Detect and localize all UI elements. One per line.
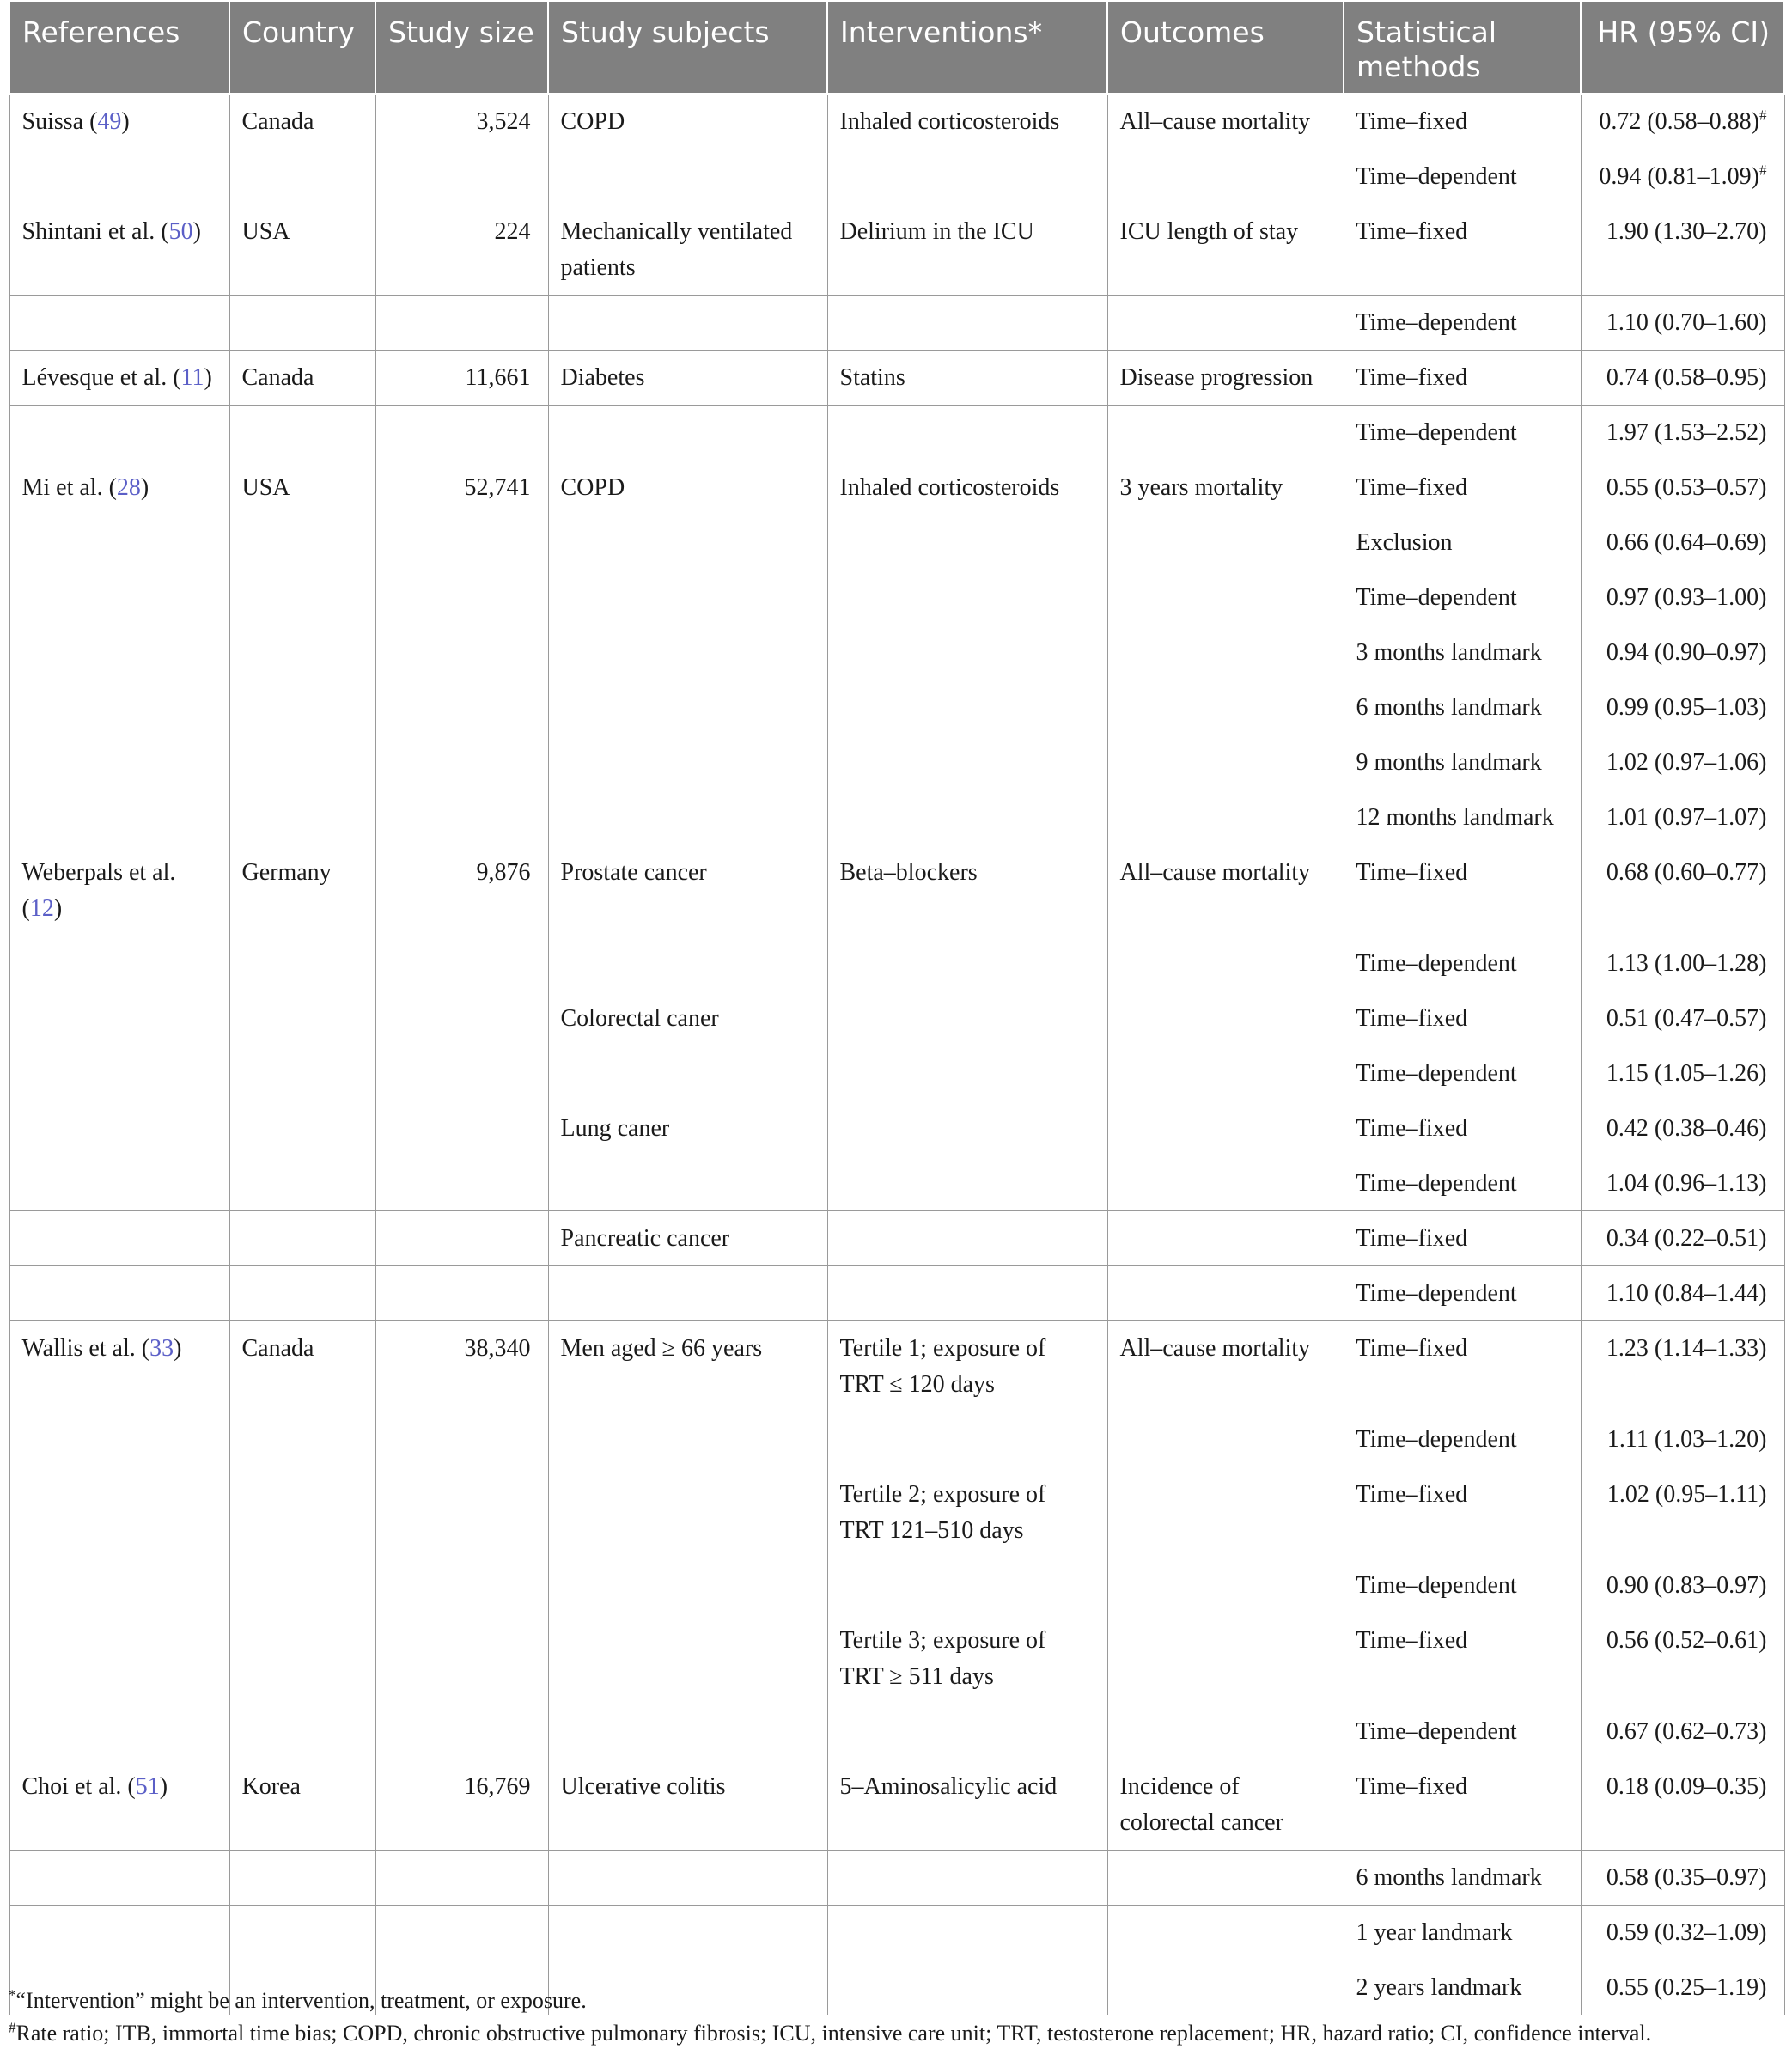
cell-reference (9, 1211, 229, 1266)
table-row (9, 296, 1784, 351)
cell-hr: 0.59 (0.32–1.09) (1581, 1906, 1784, 1960)
cell-reference: Weberpals et al. (12) (9, 845, 229, 936)
cell-study-size (375, 1613, 548, 1704)
cell-outcome: All–cause mortality (1107, 94, 1344, 149)
table-body (9, 94, 1784, 2015)
header-interventions: Interventions* (827, 1, 1107, 94)
cell-country (229, 1101, 375, 1156)
header-statistical-methods: Statistical methods (1344, 1, 1581, 94)
header-row (9, 1, 1784, 94)
cell-study-size (375, 1704, 548, 1759)
cell-reference (9, 991, 229, 1046)
cell-reference: Shintani et al. (50) (9, 204, 229, 296)
cell-reference (9, 936, 229, 991)
cell-statistical-method: 2 years landmark (1344, 1960, 1581, 2015)
cell-hr: 1.23 (1.14–1.33) (1581, 1321, 1784, 1412)
cell-country (229, 1906, 375, 1960)
cell-hr: 0.58 (0.35–0.97) (1581, 1851, 1784, 1906)
cell-reference (9, 1156, 229, 1211)
cell-country (229, 1704, 375, 1759)
cell-study-size (375, 735, 548, 790)
cell-hr: 0.56 (0.52–0.61) (1581, 1613, 1784, 1704)
cell-statistical-method: Time–fixed (1344, 1211, 1581, 1266)
cell-study-size: 38,340 (375, 1321, 548, 1412)
table-row (9, 1759, 1784, 1851)
cell-study-subjects: Diabetes (548, 351, 827, 406)
cell-country (229, 1046, 375, 1101)
cell-hr: 0.55 (0.25–1.19) (1581, 1960, 1784, 2015)
cell-country (229, 515, 375, 570)
cell-outcome (1107, 790, 1344, 845)
cell-intervention: Tertile 3; exposure of TRT ≥ 511 days (827, 1613, 1107, 1704)
cell-study-subjects (548, 680, 827, 735)
cell-intervention: Inhaled corticosteroids (827, 460, 1107, 515)
cell-outcome: Incidence of colorectal cancer (1107, 1759, 1344, 1851)
cell-hr: 0.34 (0.22–0.51) (1581, 1211, 1784, 1266)
cell-country (229, 406, 375, 460)
cell-intervention (827, 625, 1107, 680)
cell-statistical-method: Time–fixed (1344, 460, 1581, 515)
cell-intervention (827, 296, 1107, 351)
cell-reference (9, 735, 229, 790)
cell-intervention (827, 735, 1107, 790)
cell-reference (9, 1851, 229, 1906)
cell-reference: Mi et al. (28) (9, 460, 229, 515)
cell-statistical-method: Time–dependent (1344, 1412, 1581, 1467)
cell-reference (9, 1101, 229, 1156)
cell-study-subjects (548, 1704, 827, 1759)
cell-study-subjects: Mechanically ventilated patients (548, 204, 827, 296)
cell-statistical-method: Time–fixed (1344, 351, 1581, 406)
cell-intervention (827, 1851, 1107, 1906)
cell-study-subjects (548, 1046, 827, 1101)
cell-reference: Choi et al. (51) (9, 1759, 229, 1851)
table-row (9, 936, 1784, 991)
cell-outcome (1107, 406, 1344, 460)
cell-reference (9, 680, 229, 735)
cell-statistical-method: 3 months landmark (1344, 625, 1581, 680)
cell-reference: Lévesque et al. (11) (9, 351, 229, 406)
citation-link[interactable]: 12 (29, 895, 54, 922)
cell-statistical-method: Time–fixed (1344, 94, 1581, 149)
cell-study-size: 52,741 (375, 460, 548, 515)
cell-hr: 0.94 (0.81–1.09)# (1581, 149, 1784, 204)
cell-study-size (375, 296, 548, 351)
cell-statistical-method: 12 months landmark (1344, 790, 1581, 845)
cell-study-size (375, 1412, 548, 1467)
table-row (9, 1467, 1784, 1558)
cell-statistical-method: Time–fixed (1344, 1467, 1581, 1558)
cell-outcome (1107, 1101, 1344, 1156)
footnote-marker: # (1759, 107, 1767, 124)
cell-study-size (375, 1558, 548, 1613)
citation-link[interactable]: 28 (116, 474, 141, 501)
cell-reference (9, 1046, 229, 1101)
cell-statistical-method: Time–dependent (1344, 1558, 1581, 1613)
cell-study-size (375, 1906, 548, 1960)
cell-study-subjects (548, 1467, 827, 1558)
cell-country (229, 1851, 375, 1906)
cell-intervention (827, 1266, 1107, 1321)
cell-intervention: Beta–blockers (827, 845, 1107, 936)
cell-hr: 1.90 (1.30–2.70) (1581, 204, 1784, 296)
table-row (9, 94, 1784, 149)
cell-reference (9, 515, 229, 570)
cell-country: Germany (229, 845, 375, 936)
cell-country (229, 1211, 375, 1266)
cell-hr: 1.02 (0.97–1.06) (1581, 735, 1784, 790)
table-row (9, 1156, 1784, 1211)
cell-statistical-method: 6 months landmark (1344, 680, 1581, 735)
cell-study-subjects: Lung caner (548, 1101, 827, 1156)
cell-intervention (827, 149, 1107, 204)
footnotes (9, 1985, 1783, 2050)
cell-outcome (1107, 1467, 1344, 1558)
footnote-marker: # (1759, 162, 1767, 179)
cell-outcome (1107, 1558, 1344, 1613)
cell-reference (9, 1467, 229, 1558)
table-row (9, 1266, 1784, 1321)
cell-country (229, 1412, 375, 1467)
table-row (9, 680, 1784, 735)
cell-intervention (827, 1412, 1107, 1467)
cell-study-size (375, 1046, 548, 1101)
cell-study-subjects (548, 1558, 827, 1613)
cell-study-subjects: Colorectal caner (548, 991, 827, 1046)
cell-country (229, 1266, 375, 1321)
cell-study-size: 3,524 (375, 94, 548, 149)
cell-study-subjects (548, 406, 827, 460)
cell-hr: 0.94 (0.90–0.97) (1581, 625, 1784, 680)
cell-country: Canada (229, 94, 375, 149)
cell-hr: 1.02 (0.95–1.11) (1581, 1467, 1784, 1558)
cell-outcome (1107, 1046, 1344, 1101)
cell-statistical-method: 6 months landmark (1344, 1851, 1581, 1906)
cell-study-subjects: Pancreatic cancer (548, 1211, 827, 1266)
cell-hr: 1.10 (0.70–1.60) (1581, 296, 1784, 351)
cell-hr: 1.10 (0.84–1.44) (1581, 1266, 1784, 1321)
cell-study-size (375, 1156, 548, 1211)
cell-study-size (375, 515, 548, 570)
header-study-subjects: Study subjects (548, 1, 827, 94)
cell-study-subjects (548, 1613, 827, 1704)
cell-intervention: Tertile 2; exposure of TRT 121–510 days (827, 1467, 1107, 1558)
cell-intervention: 5–Aminosalicylic acid (827, 1759, 1107, 1851)
cell-hr: 0.99 (0.95–1.03) (1581, 680, 1784, 735)
cell-intervention (827, 1558, 1107, 1613)
cell-hr: 0.18 (0.09–0.35) (1581, 1759, 1784, 1851)
cell-country: Canada (229, 1321, 375, 1412)
cell-hr: 1.13 (1.00–1.28) (1581, 936, 1784, 991)
cell-reference (9, 625, 229, 680)
cell-statistical-method: Time–fixed (1344, 204, 1581, 296)
cell-outcome (1107, 1156, 1344, 1211)
cell-study-subjects (548, 1851, 827, 1906)
cell-outcome (1107, 1906, 1344, 1960)
cell-country (229, 790, 375, 845)
cell-study-subjects (548, 936, 827, 991)
cell-country (229, 625, 375, 680)
footnote-abbreviations: #Rate ratio; ITB, immortal time bias; COPD, chronic obstructive pulmonary fibrosis; ICU, intensive care unit; TRT, testosterone replacement; HR, hazard ratio; CI, confidence interval. (9, 2019, 1652, 2046)
cell-reference (9, 1266, 229, 1321)
header-country: Country (229, 1, 375, 94)
cell-outcome: ICU length of stay (1107, 204, 1344, 296)
cell-study-subjects (548, 149, 827, 204)
table-row (9, 1851, 1784, 1906)
cell-statistical-method: Time–dependent (1344, 1046, 1581, 1101)
cell-study-size (375, 790, 548, 845)
cell-intervention (827, 515, 1107, 570)
cell-outcome: 3 years mortality (1107, 460, 1344, 515)
table-row (9, 515, 1784, 570)
cell-intervention (827, 1211, 1107, 1266)
cell-statistical-method: 1 year landmark (1344, 1906, 1581, 1960)
cell-statistical-method: Time–fixed (1344, 1321, 1581, 1412)
cell-intervention (827, 680, 1107, 735)
cell-study-subjects (548, 1266, 827, 1321)
cell-intervention (827, 406, 1107, 460)
data-table (9, 0, 1785, 2015)
cell-intervention (827, 1156, 1107, 1211)
cell-reference (9, 1613, 229, 1704)
cell-hr: 1.11 (1.03–1.20) (1581, 1412, 1784, 1467)
table-row (9, 570, 1784, 625)
cell-statistical-method: Time–dependent (1344, 936, 1581, 991)
cell-study-size (375, 680, 548, 735)
table-row (9, 149, 1784, 204)
cell-country (229, 735, 375, 790)
table-container (9, 0, 1783, 2015)
cell-study-size (375, 1467, 548, 1558)
cell-study-subjects: Men aged ≥ 66 years (548, 1321, 827, 1412)
cell-hr: 0.55 (0.53–0.57) (1581, 460, 1784, 515)
cell-intervention (827, 1101, 1107, 1156)
cell-outcome: All–cause mortality (1107, 1321, 1344, 1412)
cell-intervention: Statins (827, 351, 1107, 406)
cell-study-subjects (548, 1156, 827, 1211)
cell-country (229, 570, 375, 625)
citation-link[interactable]: 49 (97, 108, 122, 135)
cell-statistical-method: Time–dependent (1344, 1704, 1581, 1759)
cell-outcome (1107, 1613, 1344, 1704)
cell-reference (9, 570, 229, 625)
header-study-size: Study size (375, 1, 548, 94)
cell-outcome (1107, 570, 1344, 625)
cell-study-size: 16,769 (375, 1759, 548, 1851)
cell-country (229, 680, 375, 735)
cell-study-subjects: Prostate cancer (548, 845, 827, 936)
cell-statistical-method: Time–dependent (1344, 296, 1581, 351)
cell-country (229, 936, 375, 991)
cell-statistical-method: Time–dependent (1344, 149, 1581, 204)
cell-hr: 0.97 (0.93–1.00) (1581, 570, 1784, 625)
cell-country (229, 1467, 375, 1558)
cell-hr: 0.90 (0.83–0.97) (1581, 1558, 1784, 1613)
cell-intervention: Inhaled corticosteroids (827, 94, 1107, 149)
cell-hr: 0.66 (0.64–0.69) (1581, 515, 1784, 570)
header-references: References (9, 1, 229, 94)
cell-intervention (827, 1906, 1107, 1960)
cell-outcome (1107, 1211, 1344, 1266)
cell-study-subjects (548, 570, 827, 625)
cell-reference (9, 1412, 229, 1467)
cell-hr: 0.51 (0.47–0.57) (1581, 991, 1784, 1046)
cell-country (229, 1558, 375, 1613)
table-row (9, 845, 1784, 936)
cell-outcome (1107, 515, 1344, 570)
citation-link[interactable]: 11 (180, 364, 204, 391)
cell-reference (9, 296, 229, 351)
cell-study-size (375, 991, 548, 1046)
header-outcomes: Outcomes (1107, 1, 1344, 94)
cell-hr: 1.15 (1.05–1.26) (1581, 1046, 1784, 1101)
cell-country: USA (229, 460, 375, 515)
table-row (9, 1412, 1784, 1467)
cell-reference (9, 1704, 229, 1759)
table-row (9, 991, 1784, 1046)
cell-outcome (1107, 991, 1344, 1046)
cell-reference (9, 149, 229, 204)
cell-outcome (1107, 680, 1344, 735)
cell-statistical-method: Time–fixed (1344, 991, 1581, 1046)
cell-hr: 1.97 (1.53–2.52) (1581, 406, 1784, 460)
cell-country (229, 1156, 375, 1211)
cell-statistical-method: Time–dependent (1344, 570, 1581, 625)
cell-hr: 1.01 (0.97–1.07) (1581, 790, 1784, 845)
cell-outcome: Disease progression (1107, 351, 1344, 406)
cell-outcome (1107, 149, 1344, 204)
header-hr: HR (95% CI) (1581, 1, 1784, 94)
table-row (9, 460, 1784, 515)
cell-country (229, 149, 375, 204)
cell-study-size (375, 406, 548, 460)
cell-outcome (1107, 735, 1344, 790)
cell-study-subjects (548, 735, 827, 790)
cell-hr: 1.04 (0.96–1.13) (1581, 1156, 1784, 1211)
cell-reference (9, 1558, 229, 1613)
cell-study-size (375, 1266, 548, 1321)
cell-study-size (375, 1211, 548, 1266)
table-row (9, 735, 1784, 790)
cell-study-subjects: COPD (548, 460, 827, 515)
cell-hr: 0.68 (0.60–0.77) (1581, 845, 1784, 936)
cell-study-size (375, 149, 548, 204)
citation-link[interactable]: 50 (168, 218, 193, 245)
cell-country: Korea (229, 1759, 375, 1851)
cell-study-subjects (548, 625, 827, 680)
cell-intervention (827, 936, 1107, 991)
cell-outcome (1107, 296, 1344, 351)
cell-statistical-method: Time–dependent (1344, 1266, 1581, 1321)
cell-country (229, 296, 375, 351)
cell-intervention: Tertile 1; exposure of TRT ≤ 120 days (827, 1321, 1107, 1412)
cell-study-size: 9,876 (375, 845, 548, 936)
cell-reference (9, 406, 229, 460)
cell-outcome: All–cause mortality (1107, 845, 1344, 936)
table-row (9, 406, 1784, 460)
cell-outcome (1107, 1412, 1344, 1467)
cell-country (229, 1613, 375, 1704)
cell-statistical-method: Time–fixed (1344, 1759, 1581, 1851)
cell-intervention (827, 790, 1107, 845)
table-row (9, 1906, 1784, 1960)
cell-intervention (827, 570, 1107, 625)
cell-study-subjects: COPD (548, 94, 827, 149)
cell-reference (9, 790, 229, 845)
cell-study-subjects: Ulcerative colitis (548, 1759, 827, 1851)
footnote-intervention: *“Intervention” might be an intervention, treatment, or exposure. (9, 1986, 587, 2013)
cell-study-size (375, 1101, 548, 1156)
cell-hr: 0.72 (0.58–0.88)# (1581, 94, 1784, 149)
cell-study-subjects (548, 790, 827, 845)
cell-study-size (375, 570, 548, 625)
cell-study-subjects (548, 515, 827, 570)
table-row (9, 625, 1784, 680)
cell-statistical-method: 9 months landmark (1344, 735, 1581, 790)
cell-outcome (1107, 1266, 1344, 1321)
cell-study-subjects (548, 296, 827, 351)
cell-country: Canada (229, 351, 375, 406)
table-row (9, 790, 1784, 845)
cell-hr: 0.67 (0.62–0.73) (1581, 1704, 1784, 1759)
cell-study-size: 224 (375, 204, 548, 296)
table-row (9, 1101, 1784, 1156)
cell-statistical-method: Time–dependent (1344, 1156, 1581, 1211)
cell-study-size: 11,661 (375, 351, 548, 406)
table-row (9, 1704, 1784, 1759)
cell-country (229, 991, 375, 1046)
cell-hr: 0.74 (0.58–0.95) (1581, 351, 1784, 406)
cell-intervention (827, 1704, 1107, 1759)
cell-reference: Wallis et al. (33) (9, 1321, 229, 1412)
cell-intervention (827, 991, 1107, 1046)
cell-reference (9, 1906, 229, 1960)
table-row (9, 204, 1784, 296)
citation-link[interactable]: 33 (149, 1335, 174, 1362)
cell-outcome (1107, 936, 1344, 991)
cell-reference: Suissa (49) (9, 94, 229, 149)
cell-outcome (1107, 625, 1344, 680)
cell-country: USA (229, 204, 375, 296)
cell-outcome (1107, 1851, 1344, 1906)
cell-statistical-method: Exclusion (1344, 515, 1581, 570)
table-row (9, 1558, 1784, 1613)
table-row (9, 1211, 1784, 1266)
cell-intervention: Delirium in the ICU (827, 204, 1107, 296)
citation-link[interactable]: 51 (135, 1773, 160, 1800)
cell-study-subjects (548, 1906, 827, 1960)
table-row (9, 1613, 1784, 1704)
table-row (9, 1321, 1784, 1412)
cell-hr: 0.42 (0.38–0.46) (1581, 1101, 1784, 1156)
cell-study-size (375, 1851, 548, 1906)
cell-statistical-method: Time–fixed (1344, 845, 1581, 936)
cell-study-size (375, 936, 548, 991)
cell-study-subjects (548, 1412, 827, 1467)
cell-statistical-method: Time–fixed (1344, 1101, 1581, 1156)
cell-intervention (827, 1046, 1107, 1101)
cell-statistical-method: Time–fixed (1344, 1613, 1581, 1704)
table-row (9, 351, 1784, 406)
cell-statistical-method: Time–dependent (1344, 406, 1581, 460)
cell-outcome (1107, 1704, 1344, 1759)
table-row (9, 1046, 1784, 1101)
cell-study-size (375, 625, 548, 680)
